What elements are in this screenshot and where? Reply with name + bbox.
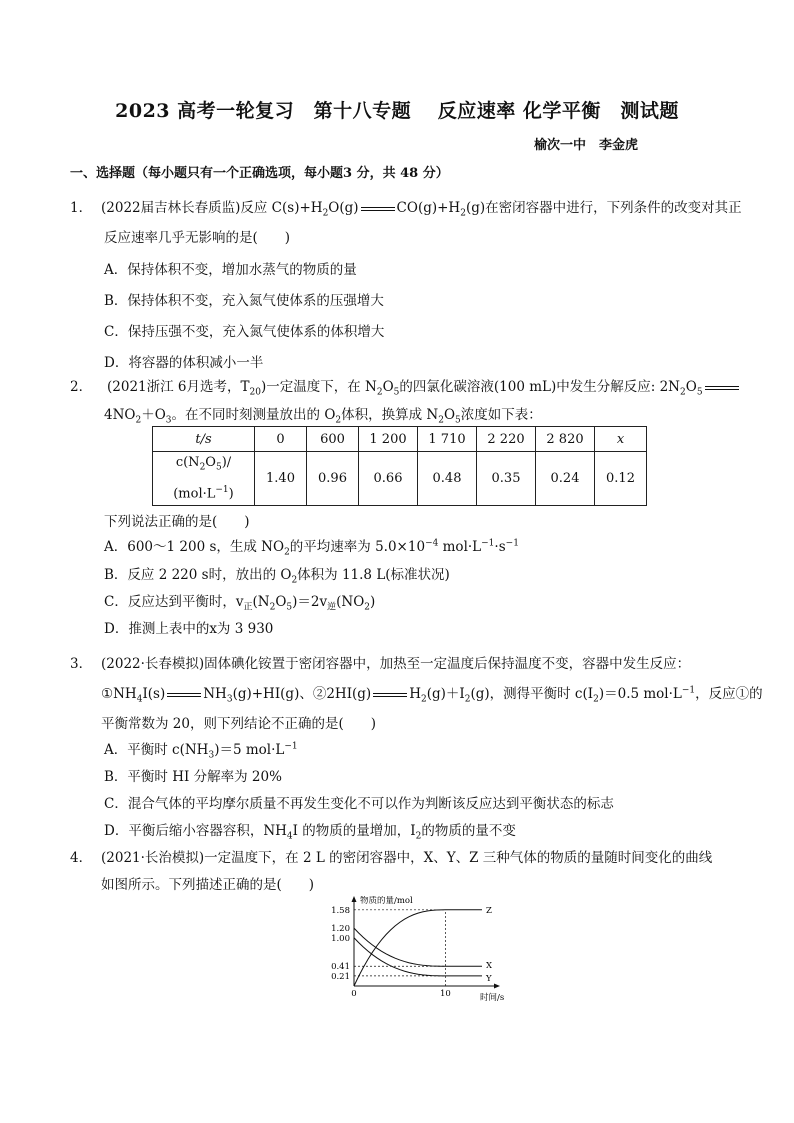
q2-number: 2． xyxy=(70,379,93,395)
table-cell: 0 xyxy=(255,427,307,452)
table-cell: 600 xyxy=(307,427,359,452)
row-head-text: O xyxy=(205,455,216,470)
opt-text: (N xyxy=(252,594,270,610)
q3-sub: 3 xyxy=(226,694,233,705)
q3-text: ①NH xyxy=(101,686,137,702)
q1-text-c: CO(g)+H xyxy=(396,200,461,216)
page-title: 2023 高考一轮复习 第十八专题 反应速率 化学平衡 测试题 xyxy=(115,100,679,122)
q2-text-e: 的四氯化碳溶液(100 mL)中发生分解反应: 2N xyxy=(399,379,680,395)
q2-sub-5: 2 xyxy=(135,415,142,426)
series-label-z: Z xyxy=(486,905,492,916)
table-cell xyxy=(153,452,255,506)
x-tick-label: 10 xyxy=(440,989,451,999)
q2-sub-7: 2 xyxy=(335,415,342,426)
row-head-text: c(N xyxy=(175,455,200,470)
y-axis-label: 物质的量/mol xyxy=(360,896,413,906)
opt-text: A．600～1 200 s，生成 NO xyxy=(104,539,285,555)
q1-option-d: D．将容器的体积减小一半 xyxy=(104,355,264,371)
section-heading: 一、选择题（每小题只有一个正确选项，每小题3 分，共 48 分） xyxy=(70,166,449,181)
q3-sub: 2 xyxy=(464,694,471,705)
y-tick-label: 0.41 xyxy=(331,962,350,973)
table-row xyxy=(153,427,647,452)
opt-sub: 4 xyxy=(286,831,293,842)
q1-text-a: (2022届吉林长春质监)反应 C(s)+H xyxy=(101,200,323,216)
q2-sub-1: 2 xyxy=(376,387,383,398)
q3-text: (g)，测得平衡时 c(I xyxy=(470,686,594,702)
q2-ask: 下列说法正确的是( ) xyxy=(104,514,250,530)
q2-text-j: 体积，换算成 N xyxy=(341,407,439,423)
q2-option-c xyxy=(104,590,375,613)
opt-sub: 2 xyxy=(364,602,371,613)
q4-stem-line2: 如图所示。下列描述正确的是( ) xyxy=(101,877,315,893)
q3-sub: 2 xyxy=(593,694,599,705)
y-tick-label: 1.58 xyxy=(331,905,350,916)
opt-sub: 2 xyxy=(415,831,422,842)
q2-sub-2: 5 xyxy=(393,387,400,398)
series-line-x xyxy=(354,928,482,966)
opt-text: 的物质的量不变 xyxy=(421,823,516,839)
opt-sub: 2 xyxy=(284,547,290,558)
chart-ticks xyxy=(331,906,451,999)
q2-text-f: O xyxy=(685,379,697,395)
opt-text: )＝5 mol·L xyxy=(214,742,285,758)
x-tick-label: 0 xyxy=(351,989,357,999)
opt-sup: −1 xyxy=(481,538,495,549)
opt-text: )＝2v xyxy=(292,594,328,610)
row-head-text: ) xyxy=(228,485,234,501)
chart-series xyxy=(354,906,493,986)
q2-stem-line2 xyxy=(104,403,542,426)
opt-sup: −1 xyxy=(284,741,298,752)
q3-text: H xyxy=(409,686,421,702)
q1-text-d: (g)在密闭容器中进行，下列条件的改变对其正 xyxy=(465,200,742,216)
opt-sub: 3 xyxy=(208,750,215,761)
row-head-sub: 5 xyxy=(215,462,222,473)
q3-sub: 4 xyxy=(136,694,143,705)
opt-text: O xyxy=(275,594,287,610)
q3-stem-line2 xyxy=(101,682,763,705)
q2-text-i: 。在不同时刻测量放出的 O xyxy=(171,407,336,423)
opt-text: B．反应 2 220 s时，放出的 O xyxy=(104,567,292,583)
q2-option-d: D．推测上表中的x为 3 930 xyxy=(104,621,274,637)
q2-text-l: 浓度如下表： xyxy=(460,407,542,423)
q3-text: (g)＋I xyxy=(426,686,465,702)
opt-text: (NO xyxy=(336,594,365,610)
table-cell: 1.40 xyxy=(255,452,307,506)
q2-sub-3: 2 xyxy=(680,387,686,398)
opt-sub: 2 xyxy=(291,575,298,586)
moles-vs-time-chart xyxy=(316,896,516,1008)
q4-number: 4． xyxy=(70,850,93,866)
table-cell: 0.24 xyxy=(536,452,595,506)
series-label-x: X xyxy=(486,961,493,972)
table-cell: 0.35 xyxy=(477,452,536,506)
opt-sup: −4 xyxy=(425,538,439,549)
q1-option-a: A．保持体积不变，增加水蒸气的物质的量 xyxy=(104,262,357,278)
q3-text: NH xyxy=(203,686,227,702)
q3-text: I(s) xyxy=(142,686,166,702)
row-head-sub: 2 xyxy=(199,462,206,473)
table-cell: 1 710 xyxy=(418,427,477,452)
q1-sub-2: 2 xyxy=(322,208,329,219)
q1-stem-line2: 反应速率几乎无影响的是( ) xyxy=(104,230,291,246)
row-head-sup: −1 xyxy=(215,484,229,495)
opt-sub: 2 xyxy=(269,602,276,613)
opt-text: 体积为 11.8 L(标准状况) xyxy=(297,567,450,583)
q2-option-a xyxy=(104,535,519,558)
opt-text: 的平均速率为 5.0×10 xyxy=(289,539,426,555)
series-line-y xyxy=(354,938,482,976)
q3-option-b: B．平衡时 HI 分解率为 20% xyxy=(104,769,282,785)
q2-sub-8: 2 xyxy=(438,415,444,426)
opt-text: ) xyxy=(370,594,376,610)
q2-sub-9: 5 xyxy=(455,415,461,426)
row-head-text: )/ xyxy=(221,455,232,470)
q2-stem-line1 xyxy=(107,375,741,398)
opt-sub: 正 xyxy=(243,602,253,613)
q3-option-d xyxy=(104,819,516,842)
opt-sub: 5 xyxy=(286,602,293,613)
table-cell: t/s xyxy=(153,427,255,452)
x-axis-arrow-icon xyxy=(494,984,500,989)
q1-option-b: B．保持体积不变，充入氮气使体系的压强增大 xyxy=(104,293,384,309)
q3-stem-line3: 平衡常数为 20，则下列结论不正确的是( ) xyxy=(101,716,377,732)
y-tick-label: 1.20 xyxy=(331,924,350,935)
q2-text-h: ＋O xyxy=(141,407,166,423)
opt-sup: −1 xyxy=(505,538,519,549)
table-cell: 0.96 xyxy=(307,452,359,506)
q3-text: (g)+HI(g)、②2HI(g) xyxy=(232,686,372,702)
opt-text: A．平衡时 c(NH xyxy=(104,742,209,758)
table-cell: 2 820 xyxy=(536,427,595,452)
equilibrium-arrow-icon xyxy=(167,691,201,699)
q2-text-c: )一定温度下，在 N xyxy=(260,379,377,395)
opt-sub: 逆 xyxy=(327,602,337,613)
q1-stem-line1 xyxy=(101,196,742,219)
row-head-text: (mol·L xyxy=(173,485,216,501)
table-row xyxy=(153,452,647,506)
q3-option-a xyxy=(104,738,298,761)
x-axis-label: 时间/s xyxy=(480,993,505,1003)
y-tick-label: 1.00 xyxy=(331,933,350,944)
q1-option-c: C．保持压强不变，充入氮气使体系的体积增大 xyxy=(104,324,385,340)
q2-text-d: O xyxy=(382,379,394,395)
table-cell: 0.12 xyxy=(595,452,647,506)
concentration-table xyxy=(152,426,647,506)
q2-sub-6: 3 xyxy=(165,415,172,426)
q1-sub-2b: 2 xyxy=(460,208,466,219)
q2-sub-4: 5 xyxy=(696,387,703,398)
chart-guides xyxy=(354,910,445,986)
q2-text-g: 4NO xyxy=(104,407,136,423)
q2-sub-t: 20 xyxy=(249,387,261,398)
opt-text: D．平衡后缩小容器容积，NH xyxy=(104,823,287,839)
q3-text: )＝0.5 mol·L xyxy=(598,686,682,702)
q2-option-b xyxy=(104,563,450,586)
series-label-y: Y xyxy=(486,973,492,984)
q3-text: ，反应①的 xyxy=(695,686,763,702)
q2-text-a: (2021浙江 6月选考，T xyxy=(107,379,250,395)
equilibrium-arrow-icon xyxy=(361,205,395,213)
table-cell: 2 220 xyxy=(477,427,536,452)
y-tick-label: 0.21 xyxy=(331,971,350,982)
opt-text: ·s xyxy=(494,539,506,555)
q2-text-k: O xyxy=(443,407,456,423)
q4-stem-line1: (2021·长治模拟)一定温度下，在 2 L 的密闭容器中，X、Y、Z 三种气体的物质的量随时间变化的曲线 xyxy=(101,850,713,866)
q1-number: 1． xyxy=(70,200,93,216)
equilibrium-arrow-icon xyxy=(373,691,407,699)
equilibrium-arrow-icon xyxy=(705,384,739,392)
table-cell: x xyxy=(595,427,647,452)
opt-text: mol·L xyxy=(438,539,482,555)
table-cell: 0.48 xyxy=(418,452,477,506)
q3-number: 3． xyxy=(70,656,93,672)
opt-text: I 的物质的量增加，I xyxy=(292,823,416,839)
q3-sub: 2 xyxy=(420,694,427,705)
opt-text: C．反应达到平衡时，v xyxy=(104,594,244,610)
table-cell: 0.66 xyxy=(359,452,418,506)
q3-option-c: C．混合气体的平均摩尔质量不再发生变化不可以作为判断该反应达到平衡状态的标志 xyxy=(104,796,614,812)
q3-stem-line1: (2022·长春模拟)固体碘化铵置于密闭容器中，加热至一定温度后保持温度不变，容器中发生反应： xyxy=(101,656,691,672)
y-axis-arrow-icon xyxy=(352,896,357,902)
table-cell: 1 200 xyxy=(359,427,418,452)
q3-sup: −1 xyxy=(681,685,696,696)
q1-text-b: O(g) xyxy=(328,200,359,216)
author-line: 榆次一中 李金虎 xyxy=(534,138,639,153)
